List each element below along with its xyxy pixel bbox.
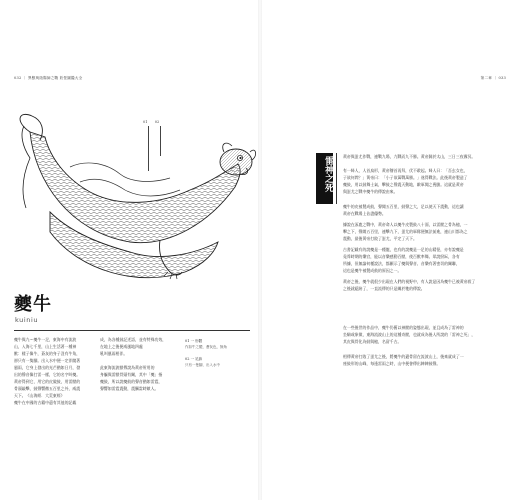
note-line: 只有一隻腳，出入水中 xyxy=(185,363,220,367)
paragraph-3 xyxy=(343,203,507,217)
para-line: 相傳黃帝打敗了蚩尤之後，將夔牛的遺骨留在流波山上，後來就成了一 xyxy=(343,354,464,359)
body-line: 吼叫風雨相伴。 xyxy=(100,351,128,356)
body-line: 卻只有一隻腳。出入水中便一定伴隨著 xyxy=(14,358,81,363)
paragraph-8 xyxy=(343,353,507,367)
paragraph-5 xyxy=(343,246,507,274)
callout-01: 01 xyxy=(143,120,148,124)
body-line: 此東海流波獸傳說為黃帝所用的 xyxy=(100,365,155,370)
para-line: 有一婦人，人首鳥形，黃帝稽首再拜，伏不敢起。婦人曰：「吾玄女也， xyxy=(343,168,468,173)
body-line: 出的聲音像打雷一樣，它的名字叫夔。 xyxy=(14,372,81,377)
right-running-head: 第二章 ｜ 033 xyxy=(480,76,506,80)
para-line: 黃帝之後，夔牛就很少出現在人們的視野中，有人說是因為夔牛已被黃帝殺了 xyxy=(343,279,476,284)
callout-line-01 xyxy=(148,126,149,171)
note-line: 作如牛之體，蒼灰色，無角 xyxy=(185,345,227,349)
paragraph-4 xyxy=(343,221,507,242)
chapter-title-block xyxy=(316,153,333,204)
body-line: 夔鼓，所以說夔鼓的聲音猶如雷霆， xyxy=(100,379,163,384)
body-line: 成，為各種鼓記述語，並有特殊功效， xyxy=(100,337,167,342)
para-line: 其皮與骨化為鼓與槌，名留千古。 xyxy=(343,339,402,344)
body-line: 黃帝得到它，用它的皮做鼓，用雷獸的 xyxy=(14,379,81,384)
body-line: 天下。《山海經．大荒東經》 xyxy=(14,393,65,398)
callout-line-02 xyxy=(160,126,161,156)
note-line: 01 一 形體 xyxy=(185,339,203,343)
body-line: 山，入海七千里，山上生活著一種神 xyxy=(14,344,77,349)
annotation-notes xyxy=(185,338,227,368)
left-page xyxy=(0,0,258,500)
para-line: 夔牛的皮被製成鼓，聲聞五百里，鼓聲之大，足以使天下震動，這也讓 xyxy=(343,204,464,209)
para-line: 與蚩尤之戰中夔牛的傳說由來。 xyxy=(343,189,398,194)
para-line: 擊之下，聲聞五百里，連擊九下，蚩尤的軍隊便無法前進，連山川都為之 xyxy=(343,229,468,234)
para-line: 所據，但無論何種說法，都顯示了夔與聲音、音樂有著密切的關聯， xyxy=(343,261,460,266)
para-line: 這也是夔牛被製成鼓的原因之一。 xyxy=(343,268,402,273)
para-line: 之後就絕跡了，一直流傳的只是關於牠的傳說。 xyxy=(343,286,425,291)
paragraph-7 xyxy=(343,324,507,345)
para-line: 黃帝與蚩尤作戰，連戰九場，九戰而九不勝。黃帝歸於太山，三日三夜霧冥。 xyxy=(343,154,476,159)
body-column-2 xyxy=(100,336,178,392)
kuiniu-illustration xyxy=(10,112,260,297)
paragraph-6 xyxy=(343,278,507,292)
para-line: 夔鼓，用以鼓舞士氣，擊鼓之聲震天動地，敵軍聞之喪膽。這就是黃帝 xyxy=(343,182,464,187)
para-line: 震動，最後黃帝打敗了蚩尤，平定了天下。 xyxy=(343,236,417,241)
para-line: 座鼓形的山峰，每逢雷雨之時，山中便會傳出陣陣鼓聲。 xyxy=(343,361,441,366)
paragraph-2 xyxy=(343,167,507,195)
para-line: 堯舜時期的樂官，能以音樂感動百獸，使百獸率舞。眾說紛紜，各有 xyxy=(343,254,460,259)
body-line: 聲響如雷霆震動，震懾當時敵人。 xyxy=(100,386,159,391)
body-line: 獸：樣子像牛，蒼灰的身子沒有牛角， xyxy=(14,351,81,356)
note-line: 02 一 足跡 xyxy=(185,357,203,361)
chapter-vertical-title: 雷神之死 xyxy=(323,156,333,192)
body-column-1 xyxy=(14,336,92,406)
body-line: 夔牛在中國的古籍中還有其他的記載 xyxy=(14,400,77,405)
callout-02: 02 xyxy=(154,120,160,124)
para-line: 據說在涿鹿之戰中，黃帝命人以夔牛皮製鼓八十面，以雷獸之骨為槌，一 xyxy=(343,222,468,227)
para-line: 黃帝在戰場上佔盡優勢。 xyxy=(343,211,386,216)
title-rule xyxy=(14,330,250,331)
body-line: 骨頭敲擊，鼓聲響徹五百里之外，威震 xyxy=(14,386,81,391)
para-line: 在一些後世的作品中，夔牛仍舊以神獸的姿態出現，並且成為了雷神的 xyxy=(343,325,464,330)
title-vertical-rule xyxy=(336,153,337,204)
creature-romaji: kuiniu xyxy=(15,316,39,324)
callout-labels xyxy=(143,120,165,124)
creature-title: 夔牛 xyxy=(14,294,52,315)
paragraph-1 xyxy=(343,153,507,160)
body-line: 在地上之後便威風地四處 xyxy=(100,344,143,349)
para-line: 古書記載有的說夔是一種龍，也有的說夔是一足的山精怪，亦有說夔是 xyxy=(343,247,464,252)
para-line: 子欲何問？」黃帝曰：「小子欲萬戰萬勝。」遂得戰法。此後黃帝製造了 xyxy=(343,175,468,180)
body-line xyxy=(100,357,178,364)
para-line: 坐騎或象徵，東海流波山上的這種奇獸，也就成為後人所說的「雷神之死」， xyxy=(343,332,476,337)
body-line: 夔牛與九～夔牛一足，東海中有流波 xyxy=(14,337,77,342)
body-line: 風雨，它身上發出的光芒猶如日月，發 xyxy=(14,365,81,370)
left-running-head: 032 ｜ 異獸與陰陽師之戰 妖怪圖鑑大全 xyxy=(14,76,83,80)
body-line: 身軀與雷獸骨頭有關，其中「夔」指 xyxy=(100,372,163,377)
